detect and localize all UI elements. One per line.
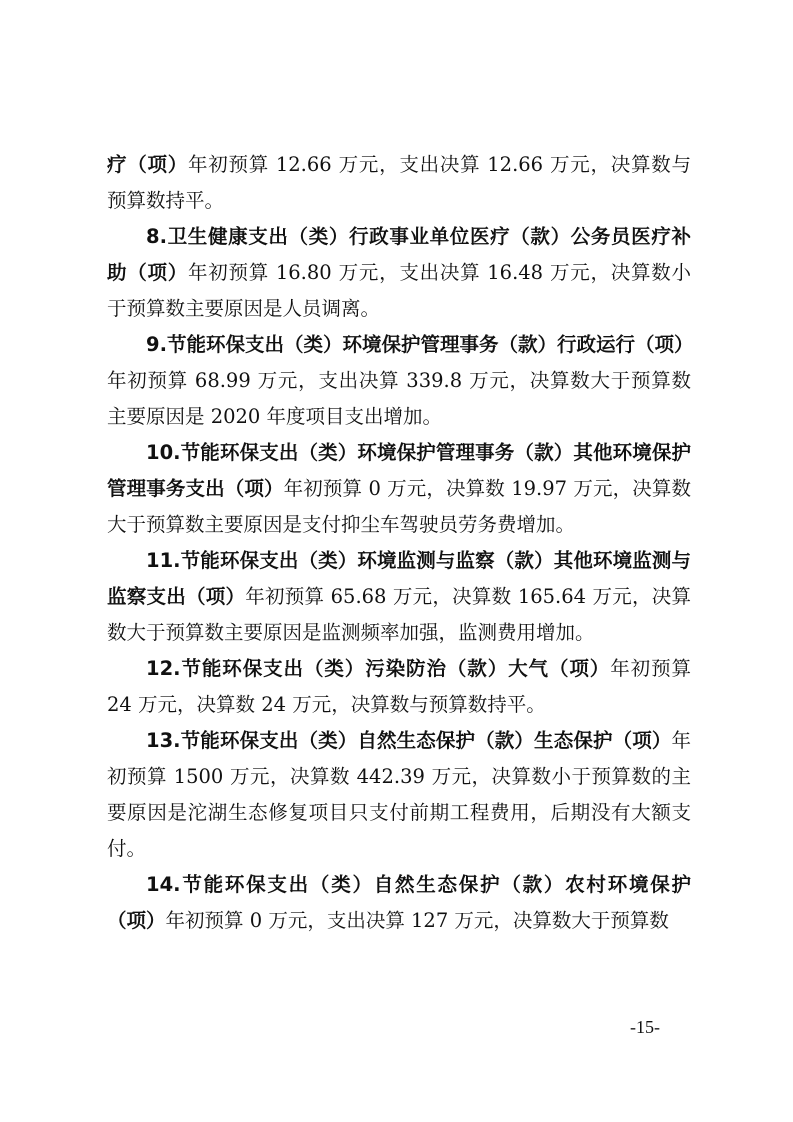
paragraph-bold-heading: 9.节能环保支出（类）环境保护管理事务（款）行政运行（项） (146, 333, 694, 356)
paragraph-bold-heading: 12.节能环保支出（类）污染防治（款）大气（项） (146, 657, 611, 680)
paragraph-item-8 (107, 219, 691, 327)
paragraph-item-13 (107, 723, 691, 867)
paragraph-text: 年初预算 24 万元，决算数 24 万元，决算数与预算数持平。 (107, 657, 691, 716)
paragraph-bold-heading: 10.节能环保支出（类）环境保护管理事务（款）其他环境保护管理事务支出（项） (107, 441, 691, 500)
document-body (107, 147, 694, 939)
paragraph-text: 年初预算 16.80 万元，支出决算 16.48 万元，决算数小于预算数主要原因是人员调离。 (107, 261, 691, 320)
paragraph-text: 年初预算 65.68 万元，决算数 165.64 万元，决算数大于预算数主要原因是监测频率加强，监测费用增加。 (107, 585, 691, 644)
paragraph-continuation (107, 147, 691, 219)
paragraph-text: 年初预算 68.99 万元，支出决算 339.8 万元，决算数大于预算数主要原因是 2020 年度项目支出增加。 (107, 369, 691, 428)
page-number: -15- (630, 1017, 660, 1037)
paragraph-item-14 (107, 867, 691, 939)
paragraph-item-11 (107, 543, 691, 651)
paragraph-bold-heading: 11.节能环保支出（类）环境监测与监察（款）其他环境监测与监察支出（项） (107, 549, 691, 608)
paragraph-item-10 (107, 435, 691, 543)
paragraph-text: 年初预算 0 万元，决算数 19.97 万元，决算数大于预算数主要原因是支付抑尘车驾驶员劳务费增加。 (107, 477, 691, 536)
paragraph-text: 年初预算 12.66 万元，支出决算 12.66 万元，决算数与预算数持平。 (107, 153, 691, 212)
paragraph-item-9 (107, 327, 694, 435)
paragraph-bold-heading: 13.节能环保支出（类）自然生态保护（款）生态保护（项） (146, 729, 672, 752)
paragraph-bold-heading: 8.卫生健康支出（类）行政事业单位医疗（款）公务员医疗补助（项） (107, 225, 691, 284)
paragraph-text: 年初预算 1500 万元，决算数 442.39 万元，决算数小于预算数的主要原因是沱湖生态修复项目只支付前期工程费用，后期没有大额支付。 (107, 729, 691, 860)
paragraph-bold-heading: 疗（项） (107, 153, 188, 176)
paragraph-text: 年初预算 0 万元，支出决算 127 万元，决算数大于预算数 (165, 909, 669, 932)
paragraph-bold-heading: 14.节能环保支出（类）自然生态保护（款）农村环境保护（项） (107, 873, 691, 932)
paragraph-item-12 (107, 651, 691, 723)
